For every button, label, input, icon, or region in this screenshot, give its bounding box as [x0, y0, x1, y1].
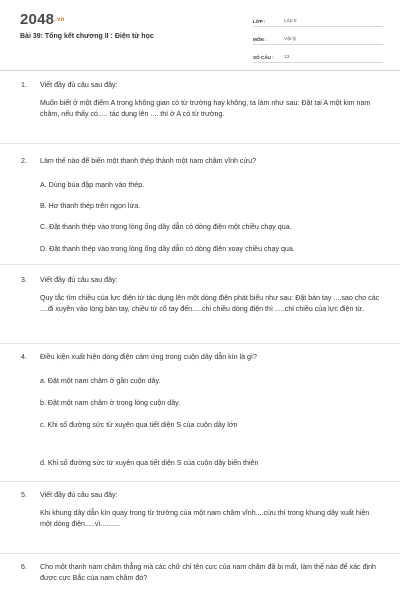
meta-row-class	[253, 13, 383, 27]
question-header	[21, 562, 381, 584]
meta-info	[253, 13, 383, 67]
question-3	[21, 275, 381, 315]
meta-row-count	[253, 49, 383, 63]
question-number: 1.	[21, 81, 27, 89]
question-6	[21, 562, 381, 584]
question-number: 6.	[21, 563, 27, 571]
question-body: Muốn biết ở một điểm A trong không gian có từ trường hay không, ta làm như sau: Đặt tại A một kim nam châm, nếu thấy có..... tác dụng lên .... thì ở A có từ trường.	[40, 99, 371, 118]
question-number: 2.	[21, 157, 27, 165]
page-header	[0, 0, 400, 70]
question-number: 3.	[21, 276, 27, 284]
question-divider	[0, 481, 400, 482]
meta-value: Lớp 9	[284, 19, 297, 24]
answer-option[interactable]: D. Đặt thanh thép vào trong lòng ống dây dẫn có dòng điên xoay chiều chạy qua.	[40, 245, 295, 253]
question-header	[21, 490, 381, 501]
question-header	[21, 80, 381, 91]
question-5	[21, 490, 381, 530]
meta-label: LỚP :	[253, 19, 266, 24]
question-number: 5.	[21, 491, 27, 499]
meta-row-subject	[253, 31, 383, 45]
question-text: Cho một thanh nam châm thẳng mà các chữ chỉ tên cực của nam châm đã bị mất, làm thế nào để xác định được cực Bắc của nam châm đó?	[40, 563, 376, 582]
question-text: Viết đầy đủ câu sau đây:	[40, 81, 118, 89]
question-text: Điều kiện xuất hiện dòng điện cảm ứng trong cuộn dây dẫn kín là gì?	[40, 353, 257, 361]
question-4	[21, 352, 381, 469]
logo-text: 2048	[20, 11, 55, 28]
answer-option[interactable]: A. Dùng búa đập mạnh vào thép.	[40, 181, 145, 189]
answer-option[interactable]: B. Hơ thanh thép trên ngọn lửa.	[40, 202, 141, 210]
question-divider	[0, 553, 400, 554]
question-divider	[0, 343, 400, 344]
question-text: Làm thế nào để biến một thanh thép thành một nam châm vĩnh cửu?	[40, 157, 257, 165]
question-header	[21, 156, 381, 167]
answer-option[interactable]: a. Đặt một nam châm ở gần cuộn dây.	[40, 377, 161, 385]
answer-option[interactable]: d. Khi số đường sức từ xuyên qua tiết diện S của cuộn dây biến thiên	[40, 459, 259, 467]
question-divider	[0, 264, 400, 265]
meta-label: MÔN :	[253, 37, 267, 42]
meta-label: SỐ CÂU :	[253, 55, 274, 60]
question-header	[21, 352, 381, 363]
question-text: Viết đầy đủ câu sau đây:	[40, 491, 118, 499]
answer-option[interactable]: c. Khi số đường sức từ xuyên qua tiết diện S của cuộn dây lớn	[40, 421, 238, 429]
question-divider	[0, 143, 400, 144]
answer-option[interactable]: b. Đặt một nam châm ở trong lòng cuộn dây.	[40, 399, 181, 407]
question-body: Quy tắc tìm chiều của lực điện từ tác dụng lên một dòng điện phát biểu như sau: Đặt bàn tay ....sao cho các ....đi xuyên vào lòng bàn tay, chiều từ cổ tay đến.....chỉ chiều dòng điện thì .....chỉ chiều của lực điện từ.	[40, 294, 380, 313]
question-1	[21, 80, 381, 120]
question-header	[21, 275, 381, 286]
question-body: Khi khung dây dẫn kín quay trong từ trường của một nam châm vĩnh....cửu thì trong khung dây xuất hiện một dòng điện.....vì..........	[40, 509, 370, 528]
question-text: Viết đầy đủ câu sau đây:	[40, 276, 118, 284]
header-divider	[0, 70, 400, 71]
logo	[20, 11, 64, 28]
page-title: Bài 39: Tổng kết chương II : Điện từ học	[20, 33, 154, 40]
meta-value: 13	[284, 55, 290, 60]
question-number: 4.	[21, 353, 27, 361]
logo-domain: .vn	[55, 17, 65, 24]
question-2	[21, 156, 381, 255]
meta-value: Vật lý	[284, 37, 296, 42]
answer-option[interactable]: C. Đặt thanh thép vào trong lòng ống dây dẫn có dòng điện một chiều chạy qua.	[40, 223, 292, 231]
